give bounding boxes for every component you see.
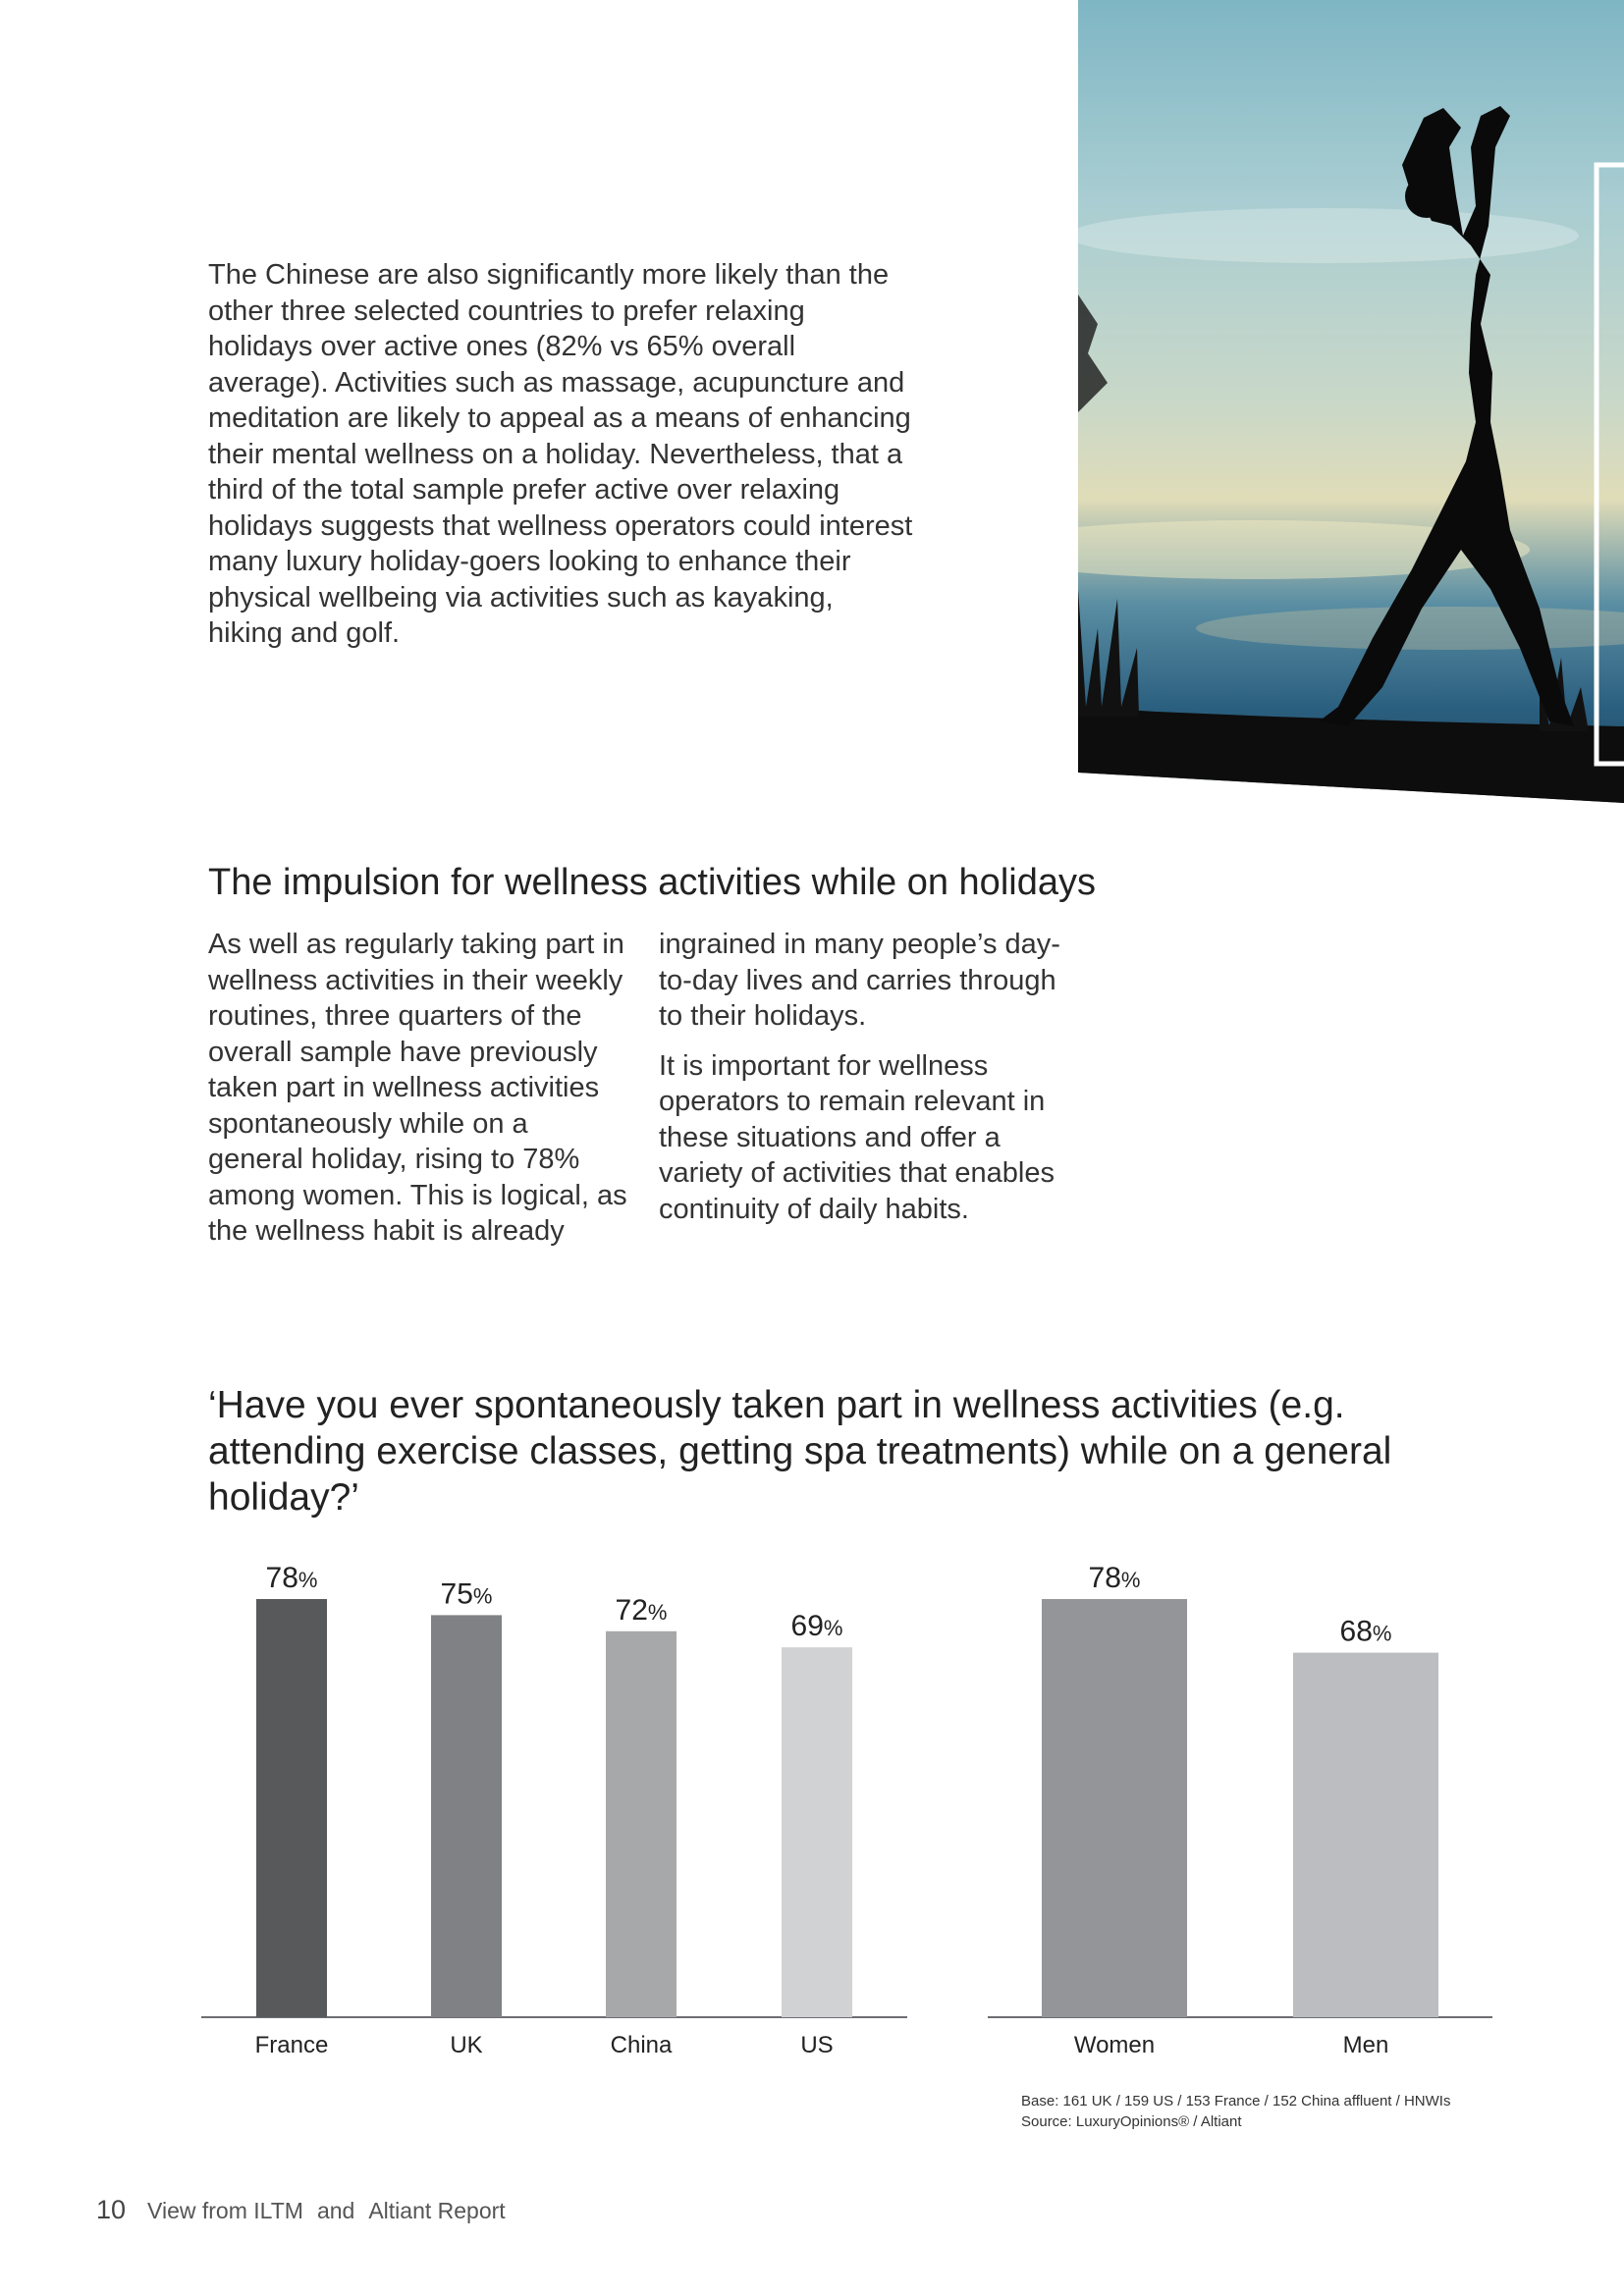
body-column-2: [659, 927, 1071, 1241]
data-label: 72%: [615, 1593, 668, 1627]
category-label: US: [800, 2032, 834, 2058]
category-label: Women: [1073, 2032, 1156, 2058]
bar-charts: [0, 1531, 1624, 2081]
data-label: 78%: [1088, 1562, 1141, 1594]
page-footer: [96, 2195, 506, 2225]
page-number: 10: [96, 2195, 127, 2224]
footer-connector: and: [316, 2198, 355, 2223]
data-label: 78%: [265, 1562, 318, 1594]
bar-france: [256, 1599, 327, 2017]
data-label: 68%: [1339, 1615, 1392, 1648]
data-label: 69%: [790, 1610, 843, 1643]
footer-report: Altiant Report: [368, 2198, 506, 2223]
body-paragraph: It is important for wellness operators to remain relevant in these situations and offer a variety of activities that enables continuity of daily habits.: [659, 1049, 1055, 1225]
bar-women: [1042, 1599, 1187, 2017]
bar-us: [782, 1647, 852, 2017]
body-paragraph: As well as regularly taking part in wellness activities in their weekly routines, three quarters of the overall sample have previously taken part in wellness activities spontaneously while on a general holiday, rising to 78% among women. This is logical, as the wellness habit is already: [208, 929, 627, 1247]
source-credit: Source: LuxuryOpinions® / Altiant: [1021, 2113, 1242, 2130]
bar-men: [1293, 1653, 1438, 2017]
bar-china: [606, 1631, 677, 2017]
yoga-silhouette-photo: [1078, 0, 1624, 805]
base-note: Base: 161 UK / 159 US / 153 France / 152 China affluent / HNWIs: [1021, 2093, 1451, 2109]
source-note: [1021, 2091, 1450, 2132]
category-label: UK: [450, 2032, 483, 2058]
bar-uk: [431, 1615, 502, 2017]
body-column-1: [208, 927, 630, 1263]
category-label: Men: [1342, 2032, 1389, 2058]
category-label: China: [610, 2032, 673, 2058]
survey-question: ‘Have you ever spontaneously taken part in wellness activities (e.g. attending exercise classes, getting spa treatments) while on a general holiday?’: [208, 1384, 1392, 1519]
category-label: France: [254, 2032, 329, 2058]
footer-title: View from ILTM: [147, 2198, 303, 2223]
section-heading: The impulsion for wellness activities while on holidays: [208, 862, 1096, 903]
intro-paragraph: The Chinese are also significantly more likely than the other three selected countries to prefer relaxing holidays over active ones (82% vs 65% overall average). Activities such as massage, acupuncture and meditation are likely to appeal as a means of enhancing their mental wellness on a holiday. Nevertheless, that a third of the total sample prefer active over relaxing holidays suggests that wellness operators could interest many luxury holiday-goers looking to enhance their physical wellbeing via activities such as kayaking, hiking and golf.: [208, 259, 913, 649]
data-label: 75%: [440, 1577, 493, 1611]
body-paragraph: ingrained in many people’s day-to-day lives and carries through to their holidays.: [659, 929, 1060, 1032]
